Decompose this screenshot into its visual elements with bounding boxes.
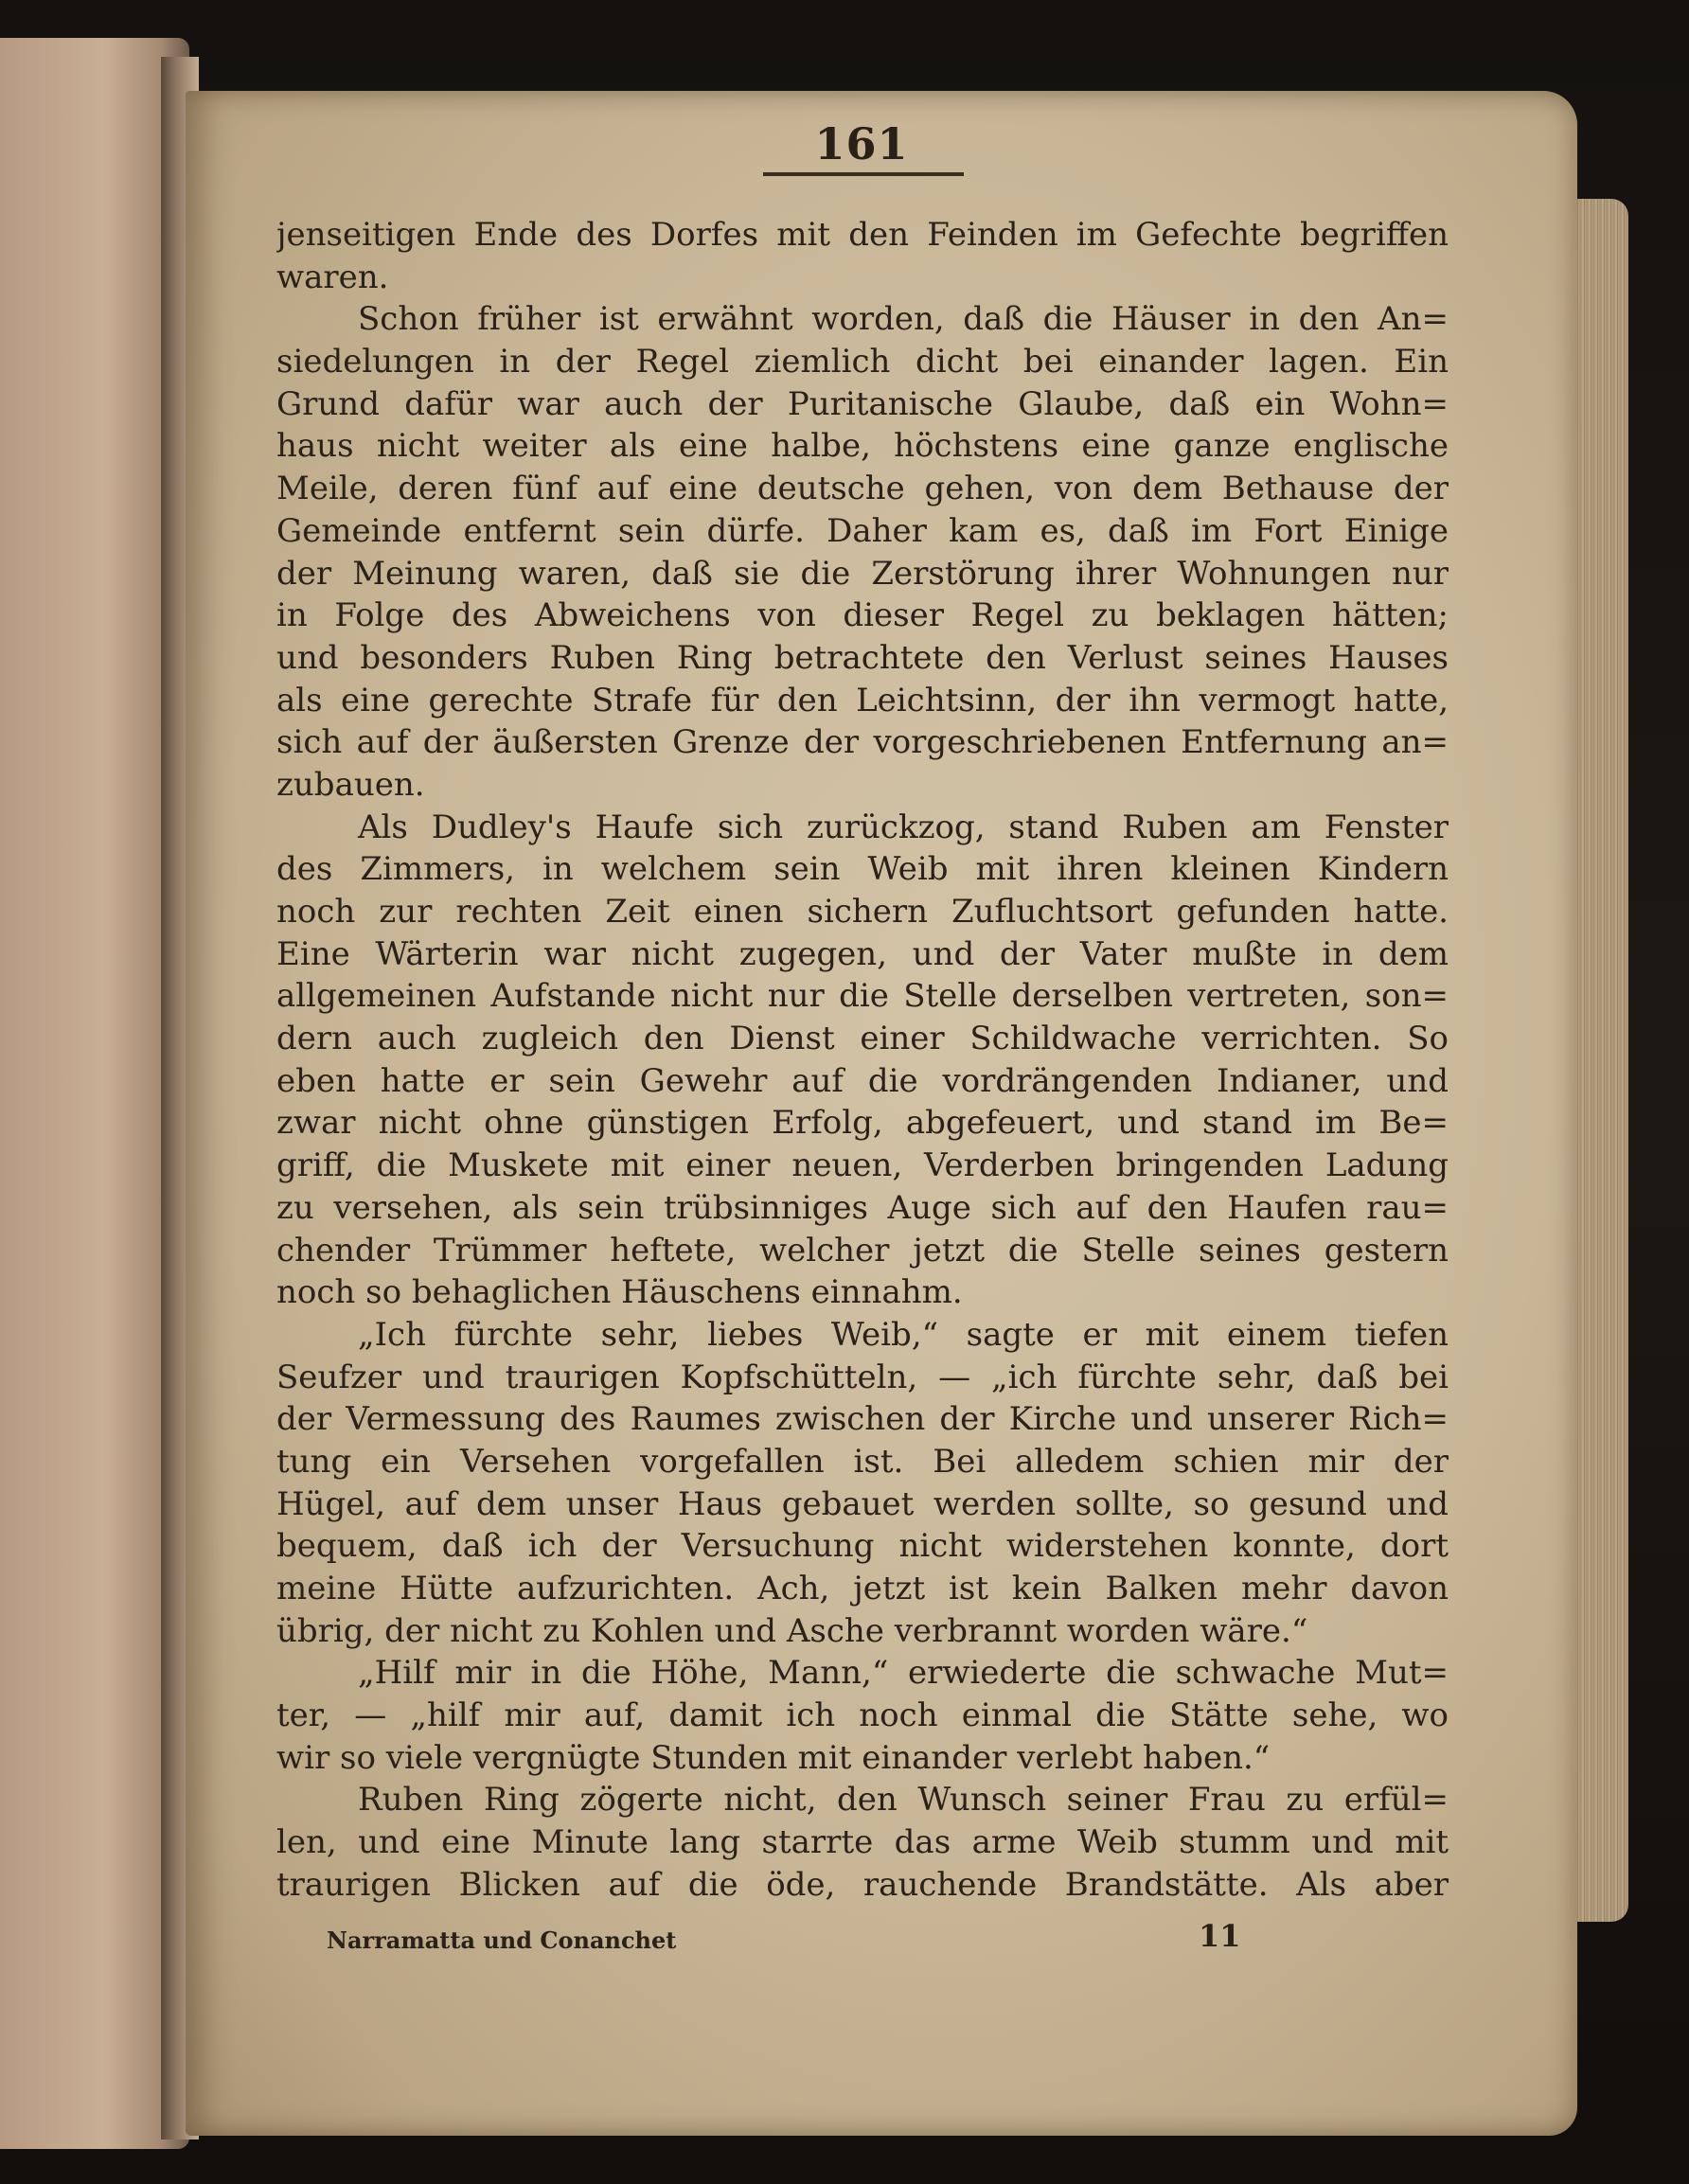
- header-rule: [763, 172, 964, 176]
- footer-title: Narramatta und Conanchet: [327, 1927, 677, 1954]
- text-line: der Meinung waren, daß sie die Zerstörung ihrer Wohnungen nur: [276, 554, 1449, 593]
- text-line: jenseitigen Ende des Dorfes mit den Feinden im Gefechte begriffen: [276, 216, 1449, 254]
- text-line: bequem, daß ich der Versuchung nicht widerstehen konnte, dort: [276, 1527, 1449, 1566]
- signature-mark: 11: [1199, 1918, 1241, 1954]
- text-line: Meile, deren fünf auf eine deutsche gehen, von dem Bethause der: [276, 470, 1449, 508]
- text-line: traurigen Blicken auf die öde, rauchende Brandstätte. Als aber: [276, 1865, 1449, 1904]
- text-line: noch zur rechten Zeit einen sichern Zufluchtsort gefunden hatte.: [276, 893, 1449, 931]
- text-line: noch so behaglichen Häuschens einnahm.: [276, 1273, 963, 1312]
- text-line: Hügel, auf dem unser Haus gebauet werden sollte, so gesund und: [276, 1484, 1449, 1523]
- text-line: griff, die Muskete mit einer neuen, Verderben bringenden Ladung: [276, 1146, 1449, 1185]
- text-line: „Hilf mir in die Höhe, Mann,“ erwiederte die schwache Mut=: [358, 1654, 1449, 1693]
- text-line: Eine Wärterin war nicht zugegen, und der Vater mußte in dem: [276, 934, 1449, 973]
- page-number: 161: [814, 118, 909, 169]
- body-text: [276, 214, 1449, 1907]
- text-line: tung ein Versehen vorgefallen ist. Bei alledem schien mir der: [276, 1442, 1449, 1481]
- text-line: wir so viele vergnügte Stunden mit einander verlebt haben.“: [276, 1738, 1271, 1777]
- text-line: meine Hütte aufzurichten. Ach, jetzt ist kein Balken mehr davon: [276, 1570, 1449, 1607]
- page-edges: [1572, 199, 1628, 1922]
- text-line: übrig, der nicht zu Kohlen und Asche verbrannt worden wäre.“: [276, 1611, 1308, 1650]
- text-line: Grund dafür war auch der Puritanische Glaube, daß ein Wohn=: [276, 384, 1449, 423]
- text-line: siedelungen in der Regel ziemlich dicht bei einander lagen. Ein: [276, 343, 1449, 382]
- text-line: und besonders Ruben Ring betrachtete den Verlust seines Hauses: [276, 638, 1449, 677]
- text-line: des Zimmers, in welchem sein Weib mit ihren kleinen Kindern: [276, 850, 1449, 889]
- text-line: len, und eine Minute lang starrte das arme Weib stumm und mit: [276, 1823, 1449, 1862]
- text-line: waren.: [276, 257, 389, 296]
- text-line: zu versehen, als sein trübsinniges Auge sich auf den Haufen rau=: [276, 1188, 1449, 1227]
- text-line: dern auch zugleich den Dienst einer Schildwache verrichten. So: [276, 1020, 1449, 1058]
- text-line: als eine gerechte Strafe für den Leichtsinn, der ihn vermogt hatte,: [276, 681, 1449, 719]
- text-line: ter, — „hilf mir auf, damit ich noch einmal die Stätte sehe, wo: [276, 1696, 1449, 1735]
- text-line: Ruben Ring zögerte nicht, den Wunsch seiner Frau zu erfül=: [358, 1781, 1449, 1820]
- text-line: Als Dudley's Haufe sich zurückzog, stand Ruben am Fenster: [358, 808, 1449, 846]
- text-line: der Vermessung des Raumes zwischen der Kirche und unserer Rich=: [276, 1400, 1449, 1439]
- text-line: sich auf der äußersten Grenze der vorgeschriebenen Entfernung an=: [276, 723, 1449, 762]
- text-line: allgemeinen Aufstande nicht nur die Stelle derselben vertreten, son=: [276, 977, 1449, 1016]
- text-line: zwar nicht ohne günstigen Erfolg, abgefeuert, und stand im Be=: [276, 1104, 1449, 1143]
- text-line: haus nicht weiter als eine halbe, höchstens eine ganze englische: [276, 427, 1449, 466]
- text-line: „Ich fürchte sehr, liebes Weib,“ sagte er mit einem tiefen: [358, 1315, 1449, 1354]
- text-line: chender Trümmer heftete, welcher jetzt die Stelle seines gestern: [276, 1231, 1449, 1270]
- text-line: Schon früher ist erwähnt worden, daß die Häuser in den An=: [358, 300, 1449, 339]
- text-line: zubauen.: [276, 765, 425, 804]
- text-line: in Folge des Abweichens von dieser Regel zu beklagen hätten;: [276, 596, 1449, 635]
- text-line: eben hatte er sein Gewehr auf die vordrängenden Indianer, und: [276, 1061, 1449, 1100]
- text-line: Gemeinde entfernt sein dürfe. Daher kam es, daß im Fort Einige: [276, 511, 1449, 550]
- text-line: Seufzer und traurigen Kopfschütteln, — „ich fürchte sehr, daß bei: [276, 1358, 1449, 1396]
